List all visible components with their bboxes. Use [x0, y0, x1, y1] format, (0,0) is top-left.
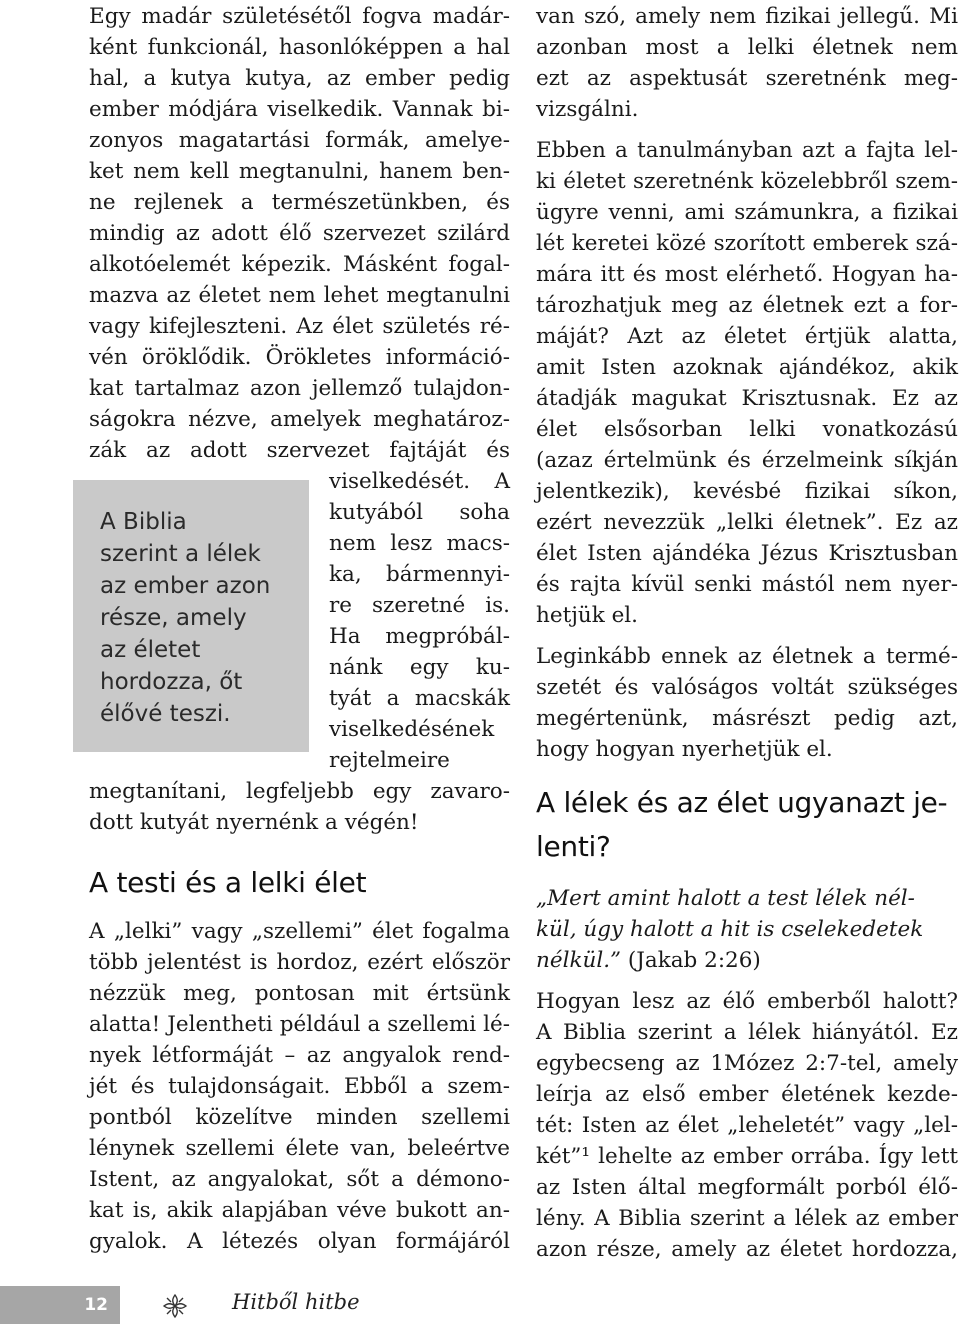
- text-line: dott kutyát nyernénk a végén!: [89, 810, 419, 835]
- text-line: ságokra nézve, amelyek meghatároz-: [89, 407, 510, 432]
- text-line: megértenünk, másrészt pedig azt,: [536, 706, 958, 731]
- text-line: ka, bármennyi-: [329, 562, 510, 587]
- text-line: re szeretné is.: [329, 593, 510, 618]
- text-line: nézzük meg, pontosan mit értsünk: [89, 981, 510, 1006]
- text-line: nem lesz macs-: [329, 531, 510, 556]
- text-line: zonyos magatartási formák, amelye-: [89, 128, 510, 153]
- text-line: Egy madár születésétől fogva madár-: [89, 4, 510, 29]
- text-line: tározhatjuk meg az életnek ezt a for-: [536, 293, 958, 318]
- text-line: van szó, amely nem fizikai jellegű. Mi: [536, 4, 958, 29]
- text-wrap-around-quote: [329, 466, 510, 776]
- text-line: ne rejlenek a természetünkben, és: [89, 190, 510, 215]
- text-line: viselkedését. A: [329, 469, 510, 494]
- text-line: kat is, akik alapjában véve bukott an-: [89, 1198, 510, 1223]
- text-line: Istent, az angyalokat, sőt a démono-: [89, 1167, 510, 1192]
- text-line: tét: Isten az élet „leheletét” vagy „lel-: [536, 1113, 958, 1138]
- text-line: hetjük el.: [536, 603, 639, 628]
- text-line: szetét és valóságos voltát szükséges: [536, 675, 958, 700]
- text-line: Ha megpróbál-: [329, 624, 510, 649]
- pull-quote-line: az ember azon: [100, 573, 271, 599]
- text-line: (azaz értelmünk és érzelmeink síkján: [536, 448, 958, 473]
- text-line: viselkedésének: [329, 717, 495, 742]
- text-line: átadják magukat Krisztusnak. Ez az: [536, 386, 958, 411]
- text-line: ket nem kell megtanulni, hanem ben-: [89, 159, 510, 184]
- continuation-paragraph: [536, 1, 958, 125]
- text-line: jelentkezik), kevésbé fizikai síkon,: [536, 479, 958, 504]
- text-line: egybecseng az 1Mózez 2:7-tel, amely: [536, 1051, 958, 1076]
- text-line: az Isten által megformált porból élő-: [536, 1175, 958, 1200]
- text-line: ember módjára viselkedik. Vannak bi-: [89, 97, 510, 122]
- page-number-tab: [0, 1286, 120, 1324]
- pull-quote-line: A Biblia: [100, 509, 187, 535]
- text-line: hogy hogyan nyerhetjük el.: [536, 737, 833, 762]
- text-line: kat tartalmaz azon jellemző tulajdon-: [89, 376, 510, 401]
- scripture-reference: (Jakab 2:26): [621, 948, 761, 973]
- understanding-paragraph: [536, 641, 958, 765]
- text-line: megtanítani, legfeljebb egy zavaro-: [89, 779, 510, 804]
- section-heading-body-and-spirit: A testi és a lelki élet: [89, 866, 367, 899]
- text-line: élet elsősorban lelki vonatkozású: [536, 417, 958, 442]
- spiritual-life-paragraph: [89, 916, 510, 1257]
- text-line: zák az adott szervezet fajtáját és: [89, 438, 510, 463]
- section-heading-soul-and-life: [536, 781, 958, 869]
- page-number: 12: [84, 1295, 108, 1315]
- text-line: és rajta kívül senki mástól nem nyer-: [536, 572, 958, 597]
- text-line: két”¹ lehelte az ember orrába. Így lett: [536, 1144, 958, 1169]
- text-line: mazva az életet nem lehet megtanulni: [89, 283, 510, 308]
- scripture-quote: [536, 883, 924, 976]
- text-line: pontból közelítve minden szellemi: [89, 1105, 510, 1130]
- text-line: jét és tulajdonságait. Ebből a szem-: [89, 1074, 510, 1099]
- text-line: ki életet szeretnénk közelebbről szem-: [536, 169, 958, 194]
- quote-line: „Mert amint halott a test lélek nél-: [536, 886, 915, 911]
- pull-quote-line: része, amely: [100, 605, 247, 631]
- text-line: kutyából soha: [329, 500, 510, 525]
- text-line: rejtelmeire: [329, 748, 450, 773]
- quote-end: nélkül.”: [536, 948, 622, 973]
- quote-line: kül, úgy halott a hit is cselekedetek: [536, 917, 924, 942]
- text-line: amit Isten azoknak ajándékoz, akik: [536, 355, 958, 380]
- pull-quote-line: hordozza, őt: [100, 669, 243, 695]
- text-line: hal, a kutya kutya, az ember pedig: [89, 66, 510, 91]
- text-line: tyát a macskák: [329, 686, 510, 711]
- text-line: nánk egy ku-: [329, 655, 510, 680]
- text-line: azonban most a lelki életnek nem: [536, 35, 958, 60]
- text-line: mindig az adott élő szervezet szilárd: [89, 221, 510, 246]
- text-line: gyalok. A létezés olyan formájáról: [89, 1229, 510, 1254]
- quote-line-with-reference: [536, 945, 908, 976]
- study-purpose-paragraph: [536, 135, 958, 631]
- right-column: [536, 0, 958, 1265]
- text-line: Leginkább ennek az életnek a termé-: [536, 644, 958, 669]
- text-line: ezért nevezzük „lelki életnek”. Ez az: [536, 510, 958, 535]
- pull-quote-line: szerint a lélek: [100, 541, 261, 567]
- text-line: élet Isten ajándéka Jézus Krisztusban: [536, 541, 958, 566]
- text-line: leírja az első ember életének kezde-: [536, 1082, 958, 1107]
- text-line: alkotóelemét képezik. Másként fogal-: [89, 252, 510, 277]
- text-line: alatta! Jelentheti például a szellemi lé-: [89, 1012, 510, 1037]
- text-line: A „lelki” vagy „szellemi” élet fogalma: [89, 919, 510, 944]
- text-line: lét keretei közé szorított emberek szá-: [536, 231, 958, 256]
- text-line: nyek létformáját – az angyalok rend-: [89, 1043, 510, 1068]
- publication-brand: Hitből hitbe: [232, 1290, 360, 1314]
- text-line: Ebben a tanulmányban azt a fajta lel-: [536, 138, 958, 163]
- heading-line: lenti?: [536, 830, 611, 863]
- text-line: Hogyan lesz az élő emberből halott?: [536, 989, 958, 1014]
- text-line: lény. A Biblia szerint a lélek az ember: [536, 1206, 958, 1231]
- heading-line: A lélek és az élet ugyanazt je-: [536, 786, 948, 819]
- dead-and-alive-paragraph: [536, 986, 958, 1265]
- pull-quote-line: élővé teszi.: [100, 701, 231, 727]
- text-line: lénynek szellemi élete van, beleértve: [89, 1136, 510, 1161]
- text-line: máját? Azt az életet értjük alatta,: [536, 324, 958, 349]
- text-line: vagy kifejleszteni. Az élet születés ré-: [89, 314, 510, 339]
- text-line: ezt az aspektusát szeretnénk meg-: [536, 66, 958, 91]
- text-line: vén öröklődik. Örökletes információ-: [89, 345, 510, 370]
- text-line: A Biblia szerint a lélek hiányától. Ez: [536, 1020, 958, 1045]
- pull-quote-line: az életet: [100, 637, 201, 663]
- text-line: mára itt és most elérhető. Hogyan ha-: [536, 262, 958, 287]
- floral-ornament-icon: [162, 1293, 188, 1323]
- text-line: ügyre venni, ami számunkra, a fizikai: [536, 200, 958, 225]
- text-line: több jelentést is hordoz, ezért először: [89, 950, 510, 975]
- text-line: ként funkcionál, hasonlóképpen a hal: [89, 35, 510, 60]
- text-line: vizsgálni.: [536, 97, 639, 122]
- pull-quote-box: [73, 480, 309, 752]
- text-line: azon része, amely az életet hordozza,: [536, 1237, 958, 1262]
